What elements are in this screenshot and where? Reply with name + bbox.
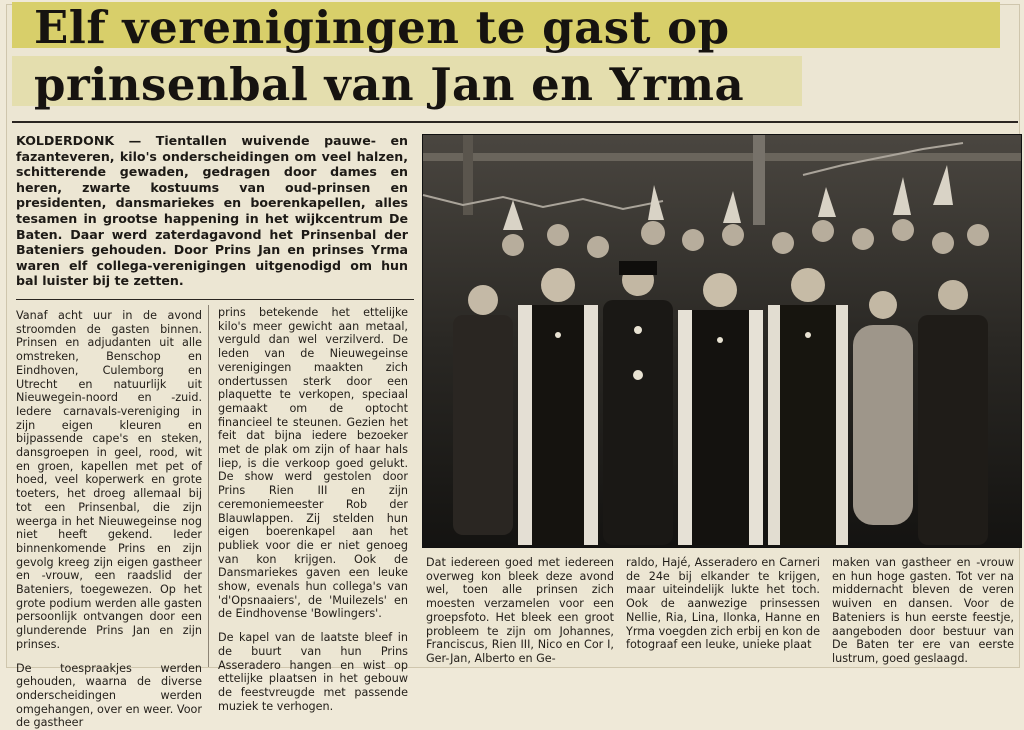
article-column-5 xyxy=(832,556,1014,667)
lead-paragraph: KOLDERDONK — Tientallen wuivende pauwe- en fazanteveren, kilo's onderscheidingen om veel halzen, schitterende gewaden, gedragen door dames en heren, zwarte kostuums van oud-prinsen en presidenten, dansmariekes en boerenkapellen, alles tesamen in grootse happening in het wijkcentrum De Baten. Daar werd zaterdagavond het Prinsenbal der Bateniers gehouden. Door Prins Jan en prinses Yrma waren elf collega-verenigingen uitgenodigd om hun bal luister bij te zetten. xyxy=(16,133,408,289)
lead-rule xyxy=(16,299,414,300)
column-4-paragraph-1: raldo, Hajé, Asseradero en Carneri de 24e bij elkander te krijgen, maar uiteindelijk lukte het toch. Ook de aanwezige prinsessen Nellie, Ria, Lina, Ilonka, Hanne en Yrma voegden zich erbij en kon de fotograaf een leuke, unieke plaat xyxy=(626,556,820,652)
column-divider-1 xyxy=(208,305,209,667)
column-1-paragraph-2: De toespraakjes werden gehouden, waarna de diverse onderscheidingen werden omgehangen, over en weer. Voor de gastheer xyxy=(16,661,202,730)
column-2-paragraph-1: prins betekende het ettelijke kilo's meer gewicht aan metaal, verguld dan wel verzilverd. De leden van de Nieuwegeinse verenigingen maakten zich ondertussen sterk door een plaquette te verkopen, speciaal gemaakt om de optocht financieel te steunen. Gezien het feit dat bijna iedere bezoeker met de plak om zijn of haar hals liep, is die verkoop goed gelukt. De show werd gestolen door Prins Rien III en zijn ceremoniemeester Rob der Blauwlappen. Zij stelden hun eigen boerenkapel aan het publiek voor die er niet genoeg van kon krijgen. Ook de Dansmariekes gaven een leuke show, evenals hun collega's van 'd'Opsnaaiers', de 'Muilezels' en de Eindhovense 'Bowlingers'. xyxy=(218,306,408,621)
column-2-paragraph-2: De kapel van de laatste bleef in de buurt van hun Prins Asseradero hangen en wist op ettelijke plaatsen in het gebouw de feestvreugde met passende muziek te verhogen. xyxy=(218,631,408,713)
article-column-2 xyxy=(218,306,408,713)
column-5-paragraph-1: maken van gastheer en -vrouw en hun hoge gasten. Tot ver na middernacht bleven de veren wuiven en dansen. Voor de Bateniers is hun eerste feestje, aangeboden door bestuur van De Baten ter ere van eerste lustrum, goed geslaagd. xyxy=(832,556,1014,665)
article-column-1 xyxy=(16,309,202,730)
headline-rule xyxy=(12,121,1018,123)
headline-line-1: Elf verenigingen te gast op xyxy=(34,1,730,54)
article-column-4 xyxy=(626,556,820,667)
column-3-paragraph-1: Dat iedereen goed met iedereen overweg kon bleek deze avond wel, toen alle prinsen zich moesten verzamelen voor een groepsfoto. Het bleek een groot probleem te zijn om Johannes, Franciscus, Rien III, Nico en Cor I, Ger-Jan, Alberto en Ge- xyxy=(426,556,614,665)
article-column-3 xyxy=(426,556,614,667)
group-photo xyxy=(422,134,1022,548)
headline-line-2: prinsenbal van Jan en Yrma xyxy=(34,58,745,111)
group-photo-illustration xyxy=(423,135,1021,547)
column-1-paragraph-1: Vanaf acht uur in de avond stroomden de gasten binnen. Prinsen en adjudanten uit alle omstreken, Benschop en Eindhoven, Culemborg en Utrecht en natuurlijk uit Nieuwegein-noord en -zuid. Iedere carnavals-vereniging in zijn eigen kleuren en bijpassende cape's en steken, dansgroepen in geel, rood, wit en groen, kapellen met pet of hoed, veel koperwerk en grote toeters, het droeg allemaal bij tot een Prinsenbal, die zijn weerga in het Nieuwegeinse nog niet heeft gekend. Ieder binnenkomende Prins en zijn gevolg kreeg zijn eigen gastheer en -vrouw, een raadslid der Bateniers, toegewezen. Op het grote podium werden alle gasten persoonlijk ontvangen door een glunderende Prins Jan en zijn prinses. xyxy=(16,309,202,651)
